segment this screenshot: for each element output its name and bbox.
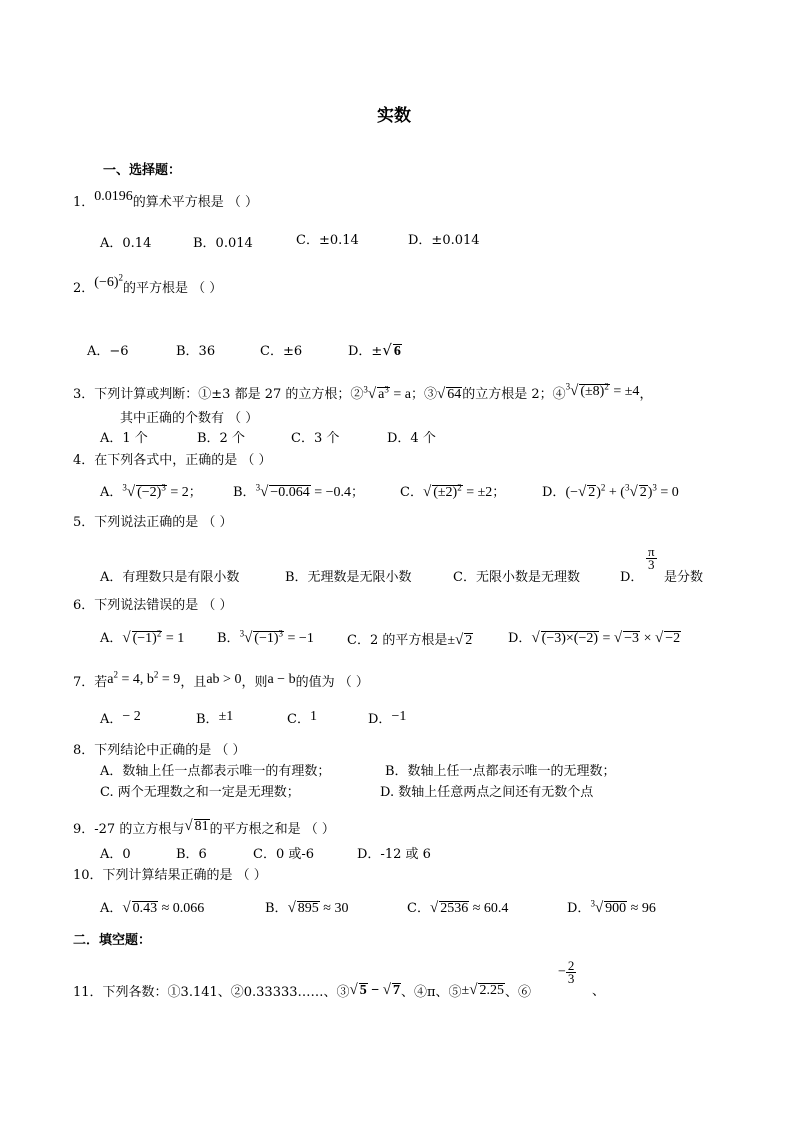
- q11-fraction: − $\frac{2}{3}$: [558, 958, 575, 986]
- q1-option-d: D．±0.014: [408, 233, 480, 248]
- q1-text: 的算术平方根是 （ ）: [132, 195, 259, 210]
- q3-expr-3: √ 64: [436, 386, 462, 402]
- question-8: 8．下列结论中正确的是 （ ）: [73, 743, 246, 758]
- q8-option-d: D. 数轴上任意两点之间还有无数个点: [380, 785, 594, 800]
- q7-option-c: C．1: [287, 709, 317, 727]
- q5-fraction: $\frac{\pi}{3}$: [648, 544, 655, 572]
- question-5: 5．下列说法正确的是 （ ）: [73, 515, 233, 530]
- q7-option-a: A．− 2: [100, 709, 141, 727]
- q2-text: 的平方根是 （ ）: [123, 281, 223, 296]
- q9-option-d: D．-12 或 6: [357, 847, 431, 862]
- q5-option-c: C．无限小数是无理数: [453, 570, 580, 585]
- q8-option-c: C. 两个无理数之和一定是无理数；: [100, 785, 300, 800]
- q2-option-d: D．±√ 6: [348, 341, 401, 359]
- q11-tail: 、: [592, 984, 606, 999]
- q5-option-b: B．无理数是无限小数: [285, 570, 412, 585]
- q9-option-c: C．0 或-6: [253, 847, 315, 862]
- q3-option-a: A．1 个: [100, 431, 148, 446]
- question-10: 10．下列计算结果正确的是 （ ）: [73, 868, 267, 883]
- q1-option-c: C．±0.14: [296, 233, 359, 248]
- q2-option-c: C．±6: [260, 344, 303, 359]
- question-6: 6．下列说法错误的是 （ ）: [73, 598, 233, 613]
- question-3: 3．下列计算或判断：①±3 都是 27 的立方根；②$^3$√ $a^3 = a$；③√ 64的立方根是 2；④$^3$√ $(\pm 8)^2 = \pm 4$，: [73, 381, 653, 402]
- q1-expression: 0.0196: [94, 189, 133, 204]
- q4-option-d: D．(−√ 2)$^2$ + ($^3$√ 2)$^3$ = 0: [542, 482, 679, 500]
- question-4: 4．在下列各式中，正确的是 （ ）: [73, 453, 272, 468]
- question-1: [73, 189, 259, 211]
- q6-option-b: B．$^3$√ $(-1)^3 = -1$: [217, 628, 314, 646]
- q5-option-d: D．: [620, 570, 644, 585]
- q10-option-d: D．$^3$√ 900 ≈ 96: [567, 898, 656, 916]
- question-2: [73, 272, 223, 297]
- q1-option-a: A．0.14: [100, 236, 152, 251]
- q3-option-c: C．3 个: [291, 431, 340, 446]
- q10-option-c: C．√ 2536 ≈ 60.4: [407, 900, 509, 916]
- q2-option-b: B．36: [176, 344, 216, 359]
- q10-option-b: B．√ 895 ≈ 30: [265, 900, 349, 916]
- question-11: 11．下列各数：①3.141、②0.33333……、③√ 5 − √ 7、④π、⑤±√ 2.25、⑥: [73, 982, 531, 1000]
- q6-option-a: A．√ $(-1)^2 = 1$: [100, 628, 185, 646]
- q7-option-d: D．−1: [368, 709, 407, 727]
- q6-option-c: C．2 的平方根是±√ 2: [347, 632, 473, 648]
- q5-option-a: A．有理数只是有限小数: [100, 570, 240, 585]
- q6-option-d: D．√ (−3)×(−2) = √ −3 × √ −2: [508, 630, 681, 646]
- page-title: 实数: [377, 106, 411, 126]
- q8-option-a: A．数轴上任一点都表示唯一的有理数；: [100, 764, 331, 779]
- q3-option-b: B．2 个: [197, 431, 245, 446]
- section-fill: 二．填空题：: [73, 933, 152, 948]
- section-choice: 一、选择题：: [103, 163, 182, 178]
- q3-line2: 其中正确的个数有 （ ）: [120, 411, 259, 426]
- question-9: 9．-27 的立方根与√ 81的平方根之和是 （ ）: [73, 818, 335, 837]
- q2-expression: $(-6)^2$: [94, 272, 124, 290]
- q2-option-a: A．−6: [87, 344, 129, 359]
- q3-option-d: D．4 个: [387, 431, 436, 446]
- question-7: 7．若$a^2 = 4$, $b^2 = 9$，且ab > 0，则a − b的值为 （ ）: [73, 669, 369, 690]
- q8-option-b: B．数轴上任一点都表示唯一的无理数；: [385, 764, 616, 779]
- q1-option-b: B．0.014: [193, 236, 253, 251]
- q10-option-a: A．√ 0.43 ≈ 0.066: [100, 900, 205, 916]
- q1-number: 1．: [73, 195, 95, 210]
- q9-option-a: A．0: [100, 847, 131, 862]
- q4-option-a: A．$^3$√ $(-2)^3 = 2$；: [100, 482, 202, 500]
- q4-option-c: C．√ $(\pm 2)^2 = \pm 2$；: [400, 482, 506, 500]
- q2-number: 2．: [73, 281, 95, 296]
- q9-option-b: B．6: [176, 847, 207, 862]
- q5-tail: 是分数: [664, 570, 704, 585]
- q4-option-b: B．$^3$√ −0.064 = −0.4；: [233, 482, 365, 500]
- q7-option-b: B．±1: [196, 709, 234, 727]
- q3-expr-2: $^3$√ $a^3 = a$: [363, 384, 411, 402]
- q3-expr-4: $^3$√ $(\pm 8)^2 = \pm 4$: [565, 381, 640, 399]
